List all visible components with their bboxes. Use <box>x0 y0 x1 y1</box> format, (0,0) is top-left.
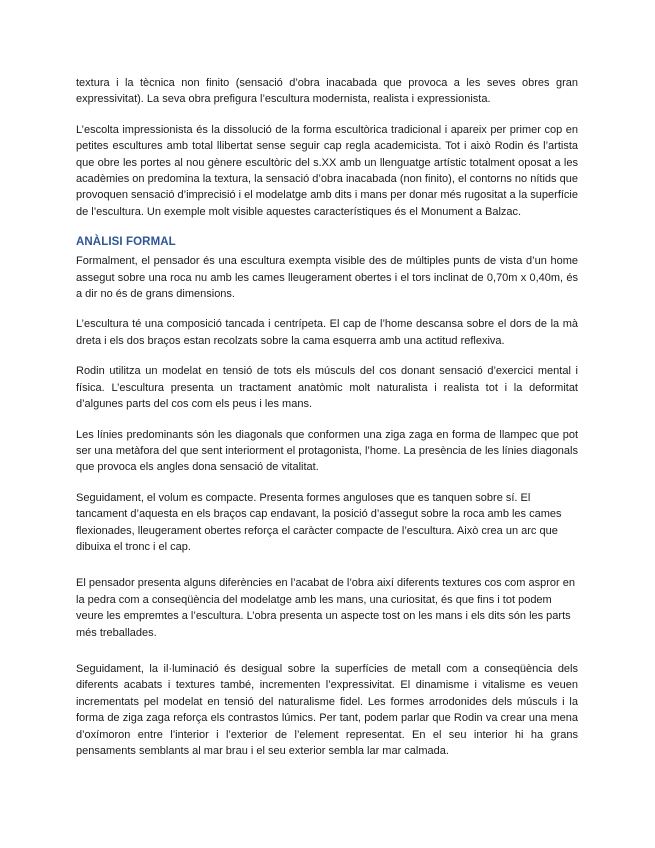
paragraph-intro-2: L’escolta impressionista és la dissolució de la forma escultòrica tradicional i apareix per primer cop en petites escultures amb total llibertat sense seguir cap regla academicista. Tot i això Rodin és l’artista que obre les portes al nou gènere escultòric del s.XX amb un llenguatge artístic totalment oposat a les acadèmies on predomina la textura, la sensació d’obra inacabada (non finito), el contorns no nítids que provoquen sensació d’imprecisió i el modelatge amb dits i mans per donar més rugositat a la superfície de l’escultura. Un exemple molt visible aquestes característiques és el Monument a Balzac. <box>76 123 578 218</box>
paragraph-analysis-1: Formalment, el pensador és una escultura exempta visible des de múltiples punts de vista d’un home assegut sobre una roca nu amb les cames lleugerament obertes i el tors inclinat de 0,70m x 0,40m, és a dir no és de grans dimensions. <box>76 255 578 301</box>
section-heading-analisi-formal: ANÀLISI FORMAL <box>76 236 176 249</box>
paragraph-analysis-7: Seguidament, la il·luminació és desigual sobre la superfícies de metall com a conseqüència dels diferents acabats i textures també, incrementen l’expressivitat. El dinamisme i vitalisme es veuen incrementats pel modelat en tensió del naturalisme fidel. Les formes arrodonides dels músculs i la forma de ziga zaga reforça els contrastos lúmics. Per tant, podem parlar que Rodin va crear una mena d’oxímoron entre l’interior i l’exterior de l’element representat. En el seu interior hi ha grans pensaments semblants al mar brau i el seu exterior sembla lar mar calmada. <box>76 662 578 757</box>
paragraph-analysis-3: Rodin utilitza un modelat en tensió de tots els músculs del cos donant sensació d’exercici mental i física. L’escultura presenta un tractament anatòmic molt naturalista i realista tot i la deformitat d’algunes parts del cos com els peus i les mans. <box>76 365 578 411</box>
paragraph-analysis-6: El pensador presenta alguns diferències en l’acabat de l’obra així diferents textures cos com aspror en la pedra com a conseqüència del modelatge amb les mans, una curiositat, és que fins i tot podem veure les empremtes a l’escultura. L’obra presenta un aspecte tost on les mans i els dits són les parts més treballades. <box>76 577 575 639</box>
paragraph-analysis-4: Les línies predominants són les diagonals que conformen una ziga zaga en forma de llampec que pot ser una metàfora del que sent interiorment el protagonista, l’home. La presència de les línies diagonals que provoca els angles dona sensació de vitalitat. <box>76 428 578 474</box>
paragraph-intro-1: textura i la tècnica non finito (sensació d’obra inacabada que provoca a les seves obres gran expressivitat). La seva obra prefigura l’escultura modernista, realista i expressionista. <box>76 77 578 106</box>
paragraph-analysis-2: L’escultura té una composició tancada i centrípeta. El cap de l’home descansa sobre el dors de la mà dreta i els dos braços estan recolzats sobre la cama esquerra amb una actitud reflexiva. <box>76 318 578 347</box>
paragraph-analysis-5: Seguidament, el volum es compacte. Presenta formes anguloses que es tanquen sobre sí. El tancament d’aquesta en els braços cap endavant, la posició d’assegut sobre la roca amb les cames flexionades, lleugerament obertes reforça el caràcter compacte de l’escultura. Això crea un arc que dibuixa el tronc i el cap. <box>76 491 562 553</box>
document-page <box>76 75 578 773</box>
